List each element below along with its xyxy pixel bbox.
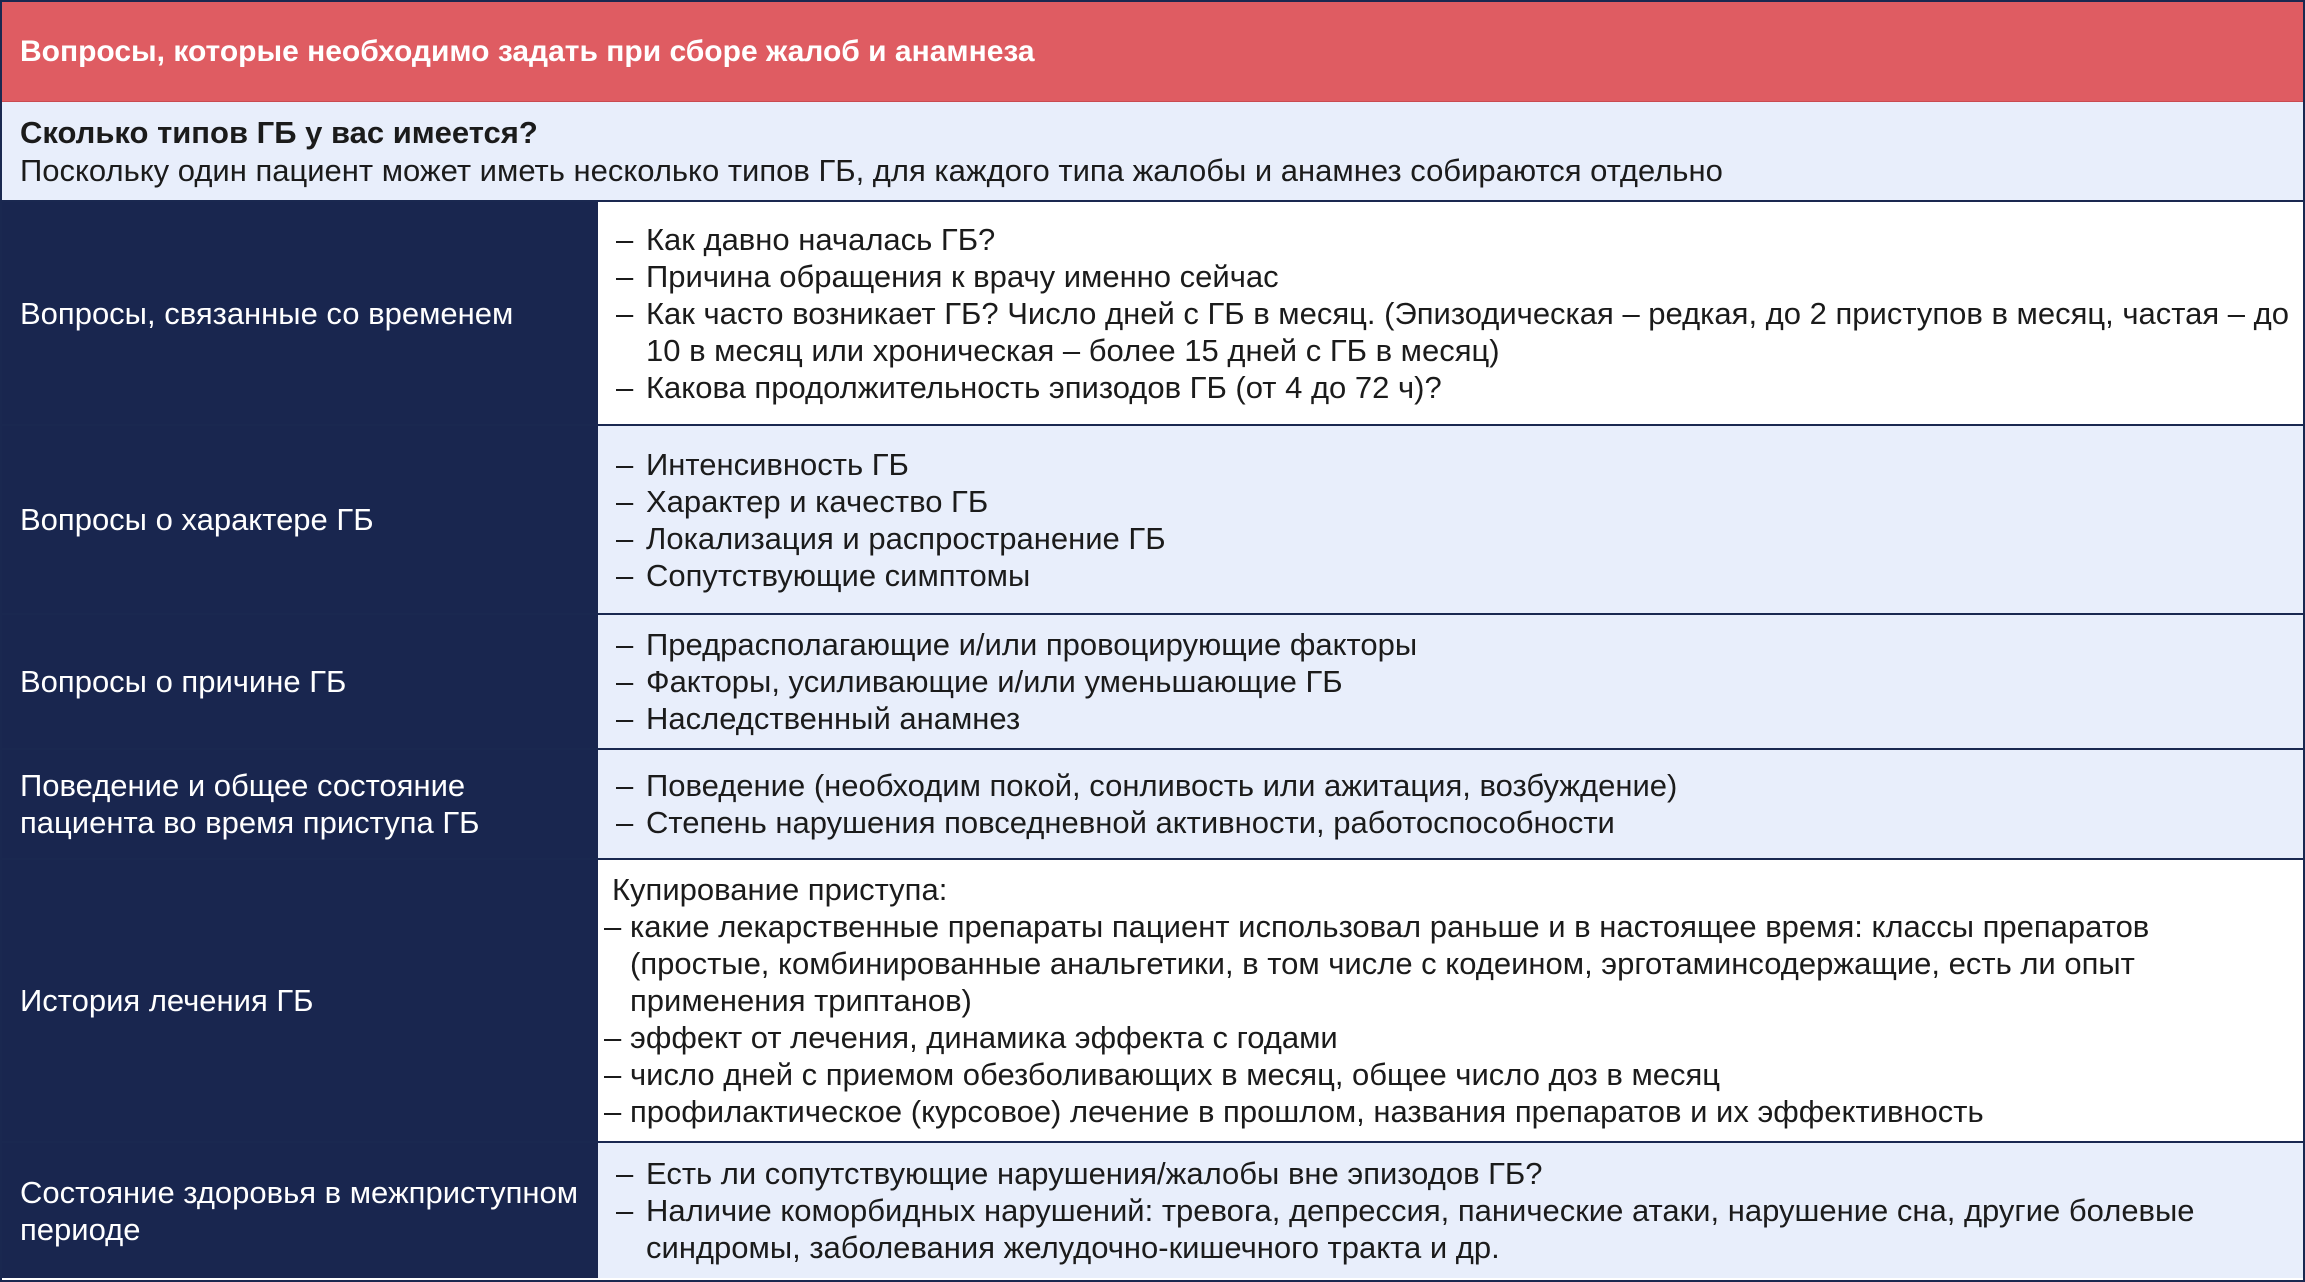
- intro-question: Сколько типов ГБ у вас имеется?: [20, 115, 538, 150]
- list-item: – Наследственный анамнез: [616, 701, 1021, 736]
- row-content: [598, 860, 2303, 1141]
- row-label: Поведение и общее состояние пациента во время приступа ГБ: [2, 750, 598, 858]
- list-item: – Наличие коморбидных нарушений: тревога, депрессия, панические атаки, нарушение сна, другие болевые синдромы, заболевания желудочно-кишечного тракта и др.: [616, 1193, 2195, 1265]
- list-item: – Интенсивность ГБ: [616, 446, 909, 482]
- row-content: [598, 1143, 2303, 1278]
- list-item: – Степень нарушения повседневной активности, работоспособности: [616, 805, 1615, 840]
- row-content: [598, 426, 2303, 613]
- list-lead: Купирование приступа:: [612, 872, 948, 907]
- intro-block: [2, 102, 2303, 202]
- row-label: История лечения ГБ: [2, 860, 598, 1141]
- row-label: Вопросы, связанные со временем: [2, 202, 598, 424]
- row-content: [598, 202, 2303, 424]
- table-row-time: [2, 202, 2303, 426]
- list-item: – Локализация и распространение ГБ: [616, 520, 1166, 556]
- table-row-character: [2, 426, 2303, 615]
- row-label: Состояние здоровья в межприступном периоде: [2, 1143, 598, 1278]
- list-item: – Сопутствующие симптомы: [616, 557, 1031, 593]
- list-item: – Какова продолжительность эпизодов ГБ (от 4 до 72 ч)?: [616, 369, 1442, 405]
- row-label: Вопросы о характере ГБ: [2, 426, 598, 613]
- list-item: – Есть ли сопутствующие нарушения/жалобы вне эпизодов ГБ?: [616, 1156, 1543, 1191]
- list-item: – число дней с приемом обезболивающих в месяц, общее число доз в месяц: [604, 1057, 1721, 1092]
- list-item: – Характер и качество ГБ: [616, 483, 989, 519]
- row-content: [598, 750, 2303, 858]
- table-row-behavior: [2, 750, 2303, 860]
- row-content: [598, 615, 2303, 748]
- list-item: – Поведение (необходим покой, сонливость или ажитация, возбуждение): [616, 768, 1678, 803]
- list-item: – Причина обращения к врачу именно сейчас: [616, 258, 1279, 294]
- intro-note: Поскольку один пациент может иметь несколько типов ГБ, для каждого типа жалобы и анамнез собираются отдельно: [20, 153, 1723, 188]
- table-row-interictal: [2, 1143, 2303, 1278]
- list-item: – Как давно началась ГБ?: [616, 221, 996, 257]
- table-title: Вопросы, которые необходимо задать при сборе жалоб и анамнеза: [2, 2, 2303, 102]
- list-item: – Факторы, усиливающие и/или уменьшающие ГБ: [616, 664, 1343, 699]
- table-row-cause: [2, 615, 2303, 750]
- row-label: Вопросы о причине ГБ: [2, 615, 598, 748]
- list-item: – какие лекарственные препараты пациент использовал раньше и в настоящее время: классы препаратов (простые, комбинированные анальгетики, в том числе с кодеином, эрготаминсодержащие, есть ли опыт применения триптанов): [604, 909, 2150, 1018]
- list-item: – профилактическое (курсовое) лечение в прошлом, названия препаратов и их эффективность: [604, 1094, 1984, 1129]
- list-item: – Как часто возникает ГБ? Число дней с ГБ в месяц. (Эпизодическая – редкая, до 2 приступов в месяц, частая – до 10 в месяц или хроническая – более 15 дней с ГБ в месяц): [616, 295, 2289, 368]
- table-row-treatment: [2, 860, 2303, 1143]
- list-item: – эффект от лечения, динамика эффекта с годами: [604, 1020, 1338, 1055]
- list-item: – Предрасполагающие и/или провоцирующие факторы: [616, 627, 1418, 662]
